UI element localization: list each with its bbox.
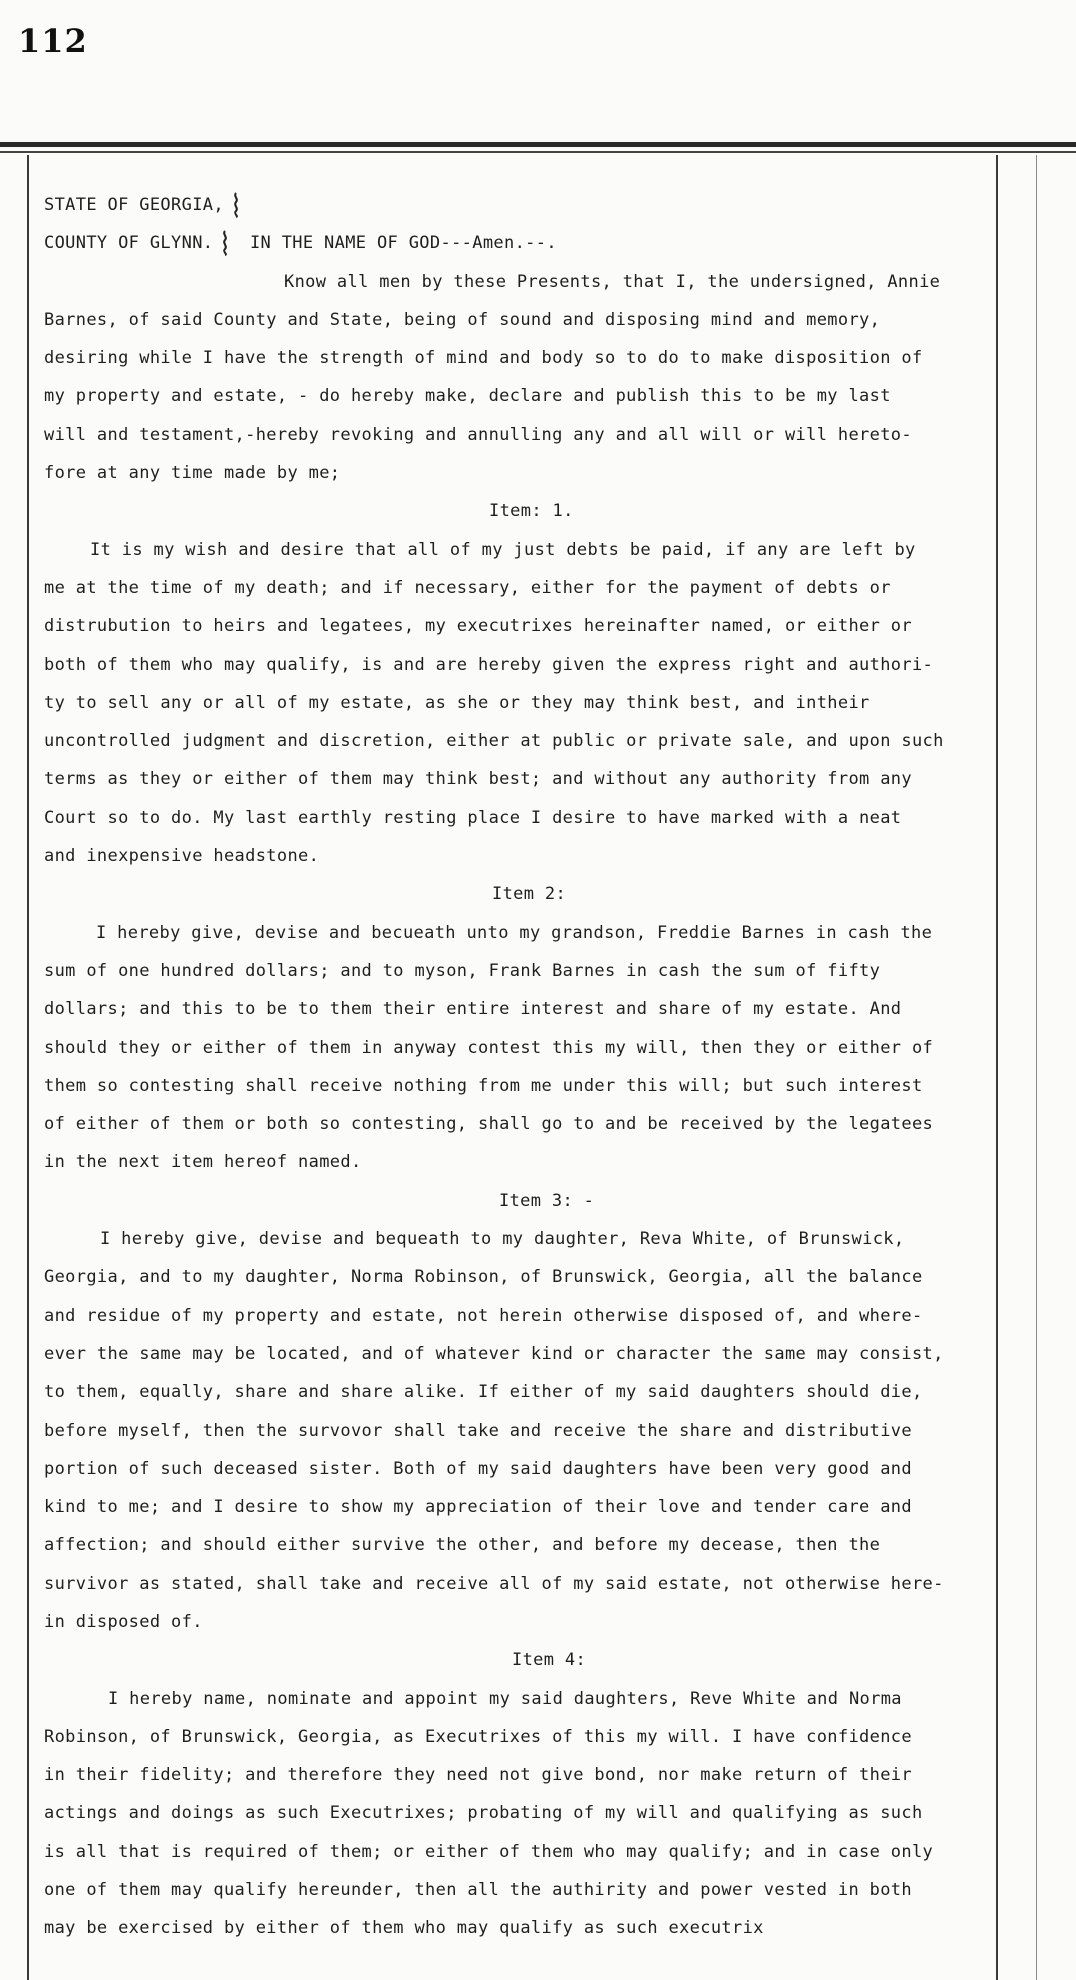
item-line: portion of such deceased sister. Both of my said daughters have been very good and <box>44 1458 912 1479</box>
preamble-line: will and testament,-hereby revoking and annulling any and all will or will hereto- <box>44 424 912 445</box>
item-line: uncontrolled judgment and discretion, either at public or private sale, and upon such <box>44 731 944 752</box>
preamble <box>44 263 1014 493</box>
item-line: is all that is required of them; or either of them who may qualify; and in case only <box>44 1841 934 1862</box>
item-line: them so contesting shall receive nothing from me under this will; but such interest <box>44 1075 923 1096</box>
item-line: affection; and should either survive the other, and before my decease, then the <box>44 1535 881 1556</box>
item-line: actings and doings as such Executrixes; probating of my will and qualifying as such <box>44 1803 923 1824</box>
item-line: I hereby give, devise and becueath unto my grandson, Freddie Barnes in cash the <box>96 922 933 943</box>
item-line: dollars; and this to be to them their entire interest and share of my estate. And <box>44 999 902 1020</box>
top-rule-thin <box>0 151 1076 153</box>
invocation: IN THE NAME OF GOD---Amen.--. <box>249 233 557 254</box>
item-line: to them, equally, share and share alike. If either of my said daughters should die, <box>44 1382 923 1403</box>
item-line: and residue of my property and estate, not herein otherwise disposed of, and where- <box>44 1305 923 1326</box>
item-heading: Item: 1. <box>489 501 574 522</box>
top-rule <box>0 142 1076 147</box>
item-line: and inexpensive headstone. <box>44 846 320 867</box>
state-label: STATE OF GEORGIA, <box>44 195 224 215</box>
item-line: me at the time of my death; and if necessary, either for the payment of debts or <box>44 577 891 598</box>
right-edge-line <box>1036 155 1037 1980</box>
item-line: Robinson, of Brunswick, Georgia, as Executrixes of this my will. I have confidence <box>44 1726 912 1747</box>
item-line: before myself, then the survovor shall take and receive the share and distributive <box>44 1420 912 1441</box>
item-line: of either of them or both so contesting, shall go to and be received by the legatees <box>44 1114 934 1135</box>
item-heading: Item 2: <box>492 884 567 905</box>
item-1 <box>44 492 1014 875</box>
state-heading <box>44 186 1014 224</box>
item-4 <box>44 1641 1014 1947</box>
county-heading <box>44 224 1014 262</box>
preamble-line: Know all men by these Presents, that I, the undersigned, Annie <box>284 271 941 292</box>
preamble-line: my property and estate, - do hereby make, declare and publish this to be my last <box>44 386 891 407</box>
county-label: COUNTY OF GLYNN. <box>44 233 214 254</box>
page-number: 112 <box>18 22 88 60</box>
preamble-line: Barnes, of said County and State, being of sound and disposing mind and memory, <box>44 309 881 330</box>
item-2 <box>44 875 1014 1181</box>
item-line: kind to me; and I desire to show my appreciation of their love and tender care and <box>44 1497 912 1518</box>
item-line: survivor as stated, shall take and receive all of my said estate, not otherwise here- <box>44 1573 944 1594</box>
item-line: may be exercised by either of them who may qualify as such executrix <box>44 1918 764 1939</box>
item-line: terms as they or either of them may think best; and without any authority from any <box>44 769 912 790</box>
item-line: both of them who may qualify, is and are hereby given the express right and authori- <box>44 654 934 675</box>
item-line: one of them may qualify hereunder, then all the authirity and power vested in both <box>44 1880 912 1901</box>
item-line: distrubution to heirs and legatees, my executrixes hereinafter named, or either or <box>44 616 912 637</box>
item-heading: Item 3: - <box>499 1190 595 1211</box>
item-line: I hereby give, devise and bequeath to my daughter, Reva White, of Brunswick, <box>100 1229 905 1250</box>
item-line: sum of one hundred dollars; and to myson, Frank Barnes in cash the sum of fifty <box>44 960 881 981</box>
item-line: should they or either of them in anyway contest this my will, then they or either of <box>44 1037 934 1058</box>
preamble-line: fore at any time made by me; <box>44 463 341 484</box>
item-line: I hereby name, nominate and appoint my said daughters, Reve White and Norma <box>108 1688 902 1709</box>
item-line: It is my wish and desire that all of my just debts be paid, if any are left by <box>90 539 916 560</box>
item-line: Court so to do. My last earthly resting place I desire to have marked with a neat <box>44 807 902 828</box>
item-line: in the next item hereof named. <box>44 1152 362 1173</box>
item-line: ty to sell any or all of my estate, as she or they may think best, and intheir <box>44 692 870 713</box>
item-line: in disposed of. <box>44 1611 203 1632</box>
item-3 <box>44 1182 1014 1642</box>
preamble-line: desiring while I have the strength of mind and body so to do to make disposition of <box>44 348 923 369</box>
left-margin-line <box>27 155 29 1980</box>
brace-mark <box>232 192 240 218</box>
will-document <box>44 186 1014 1948</box>
item-line: in their fidelity; and therefore they need not give bond, nor make return of their <box>44 1765 912 1786</box>
item-line: ever the same may be located, and of whatever kind or character the same may consist, <box>44 1343 944 1364</box>
brace-mark <box>221 230 229 256</box>
item-line: Georgia, and to my daughter, Norma Robinson, of Brunswick, Georgia, all the balance <box>44 1267 923 1288</box>
item-heading: Item 4: <box>512 1650 587 1671</box>
